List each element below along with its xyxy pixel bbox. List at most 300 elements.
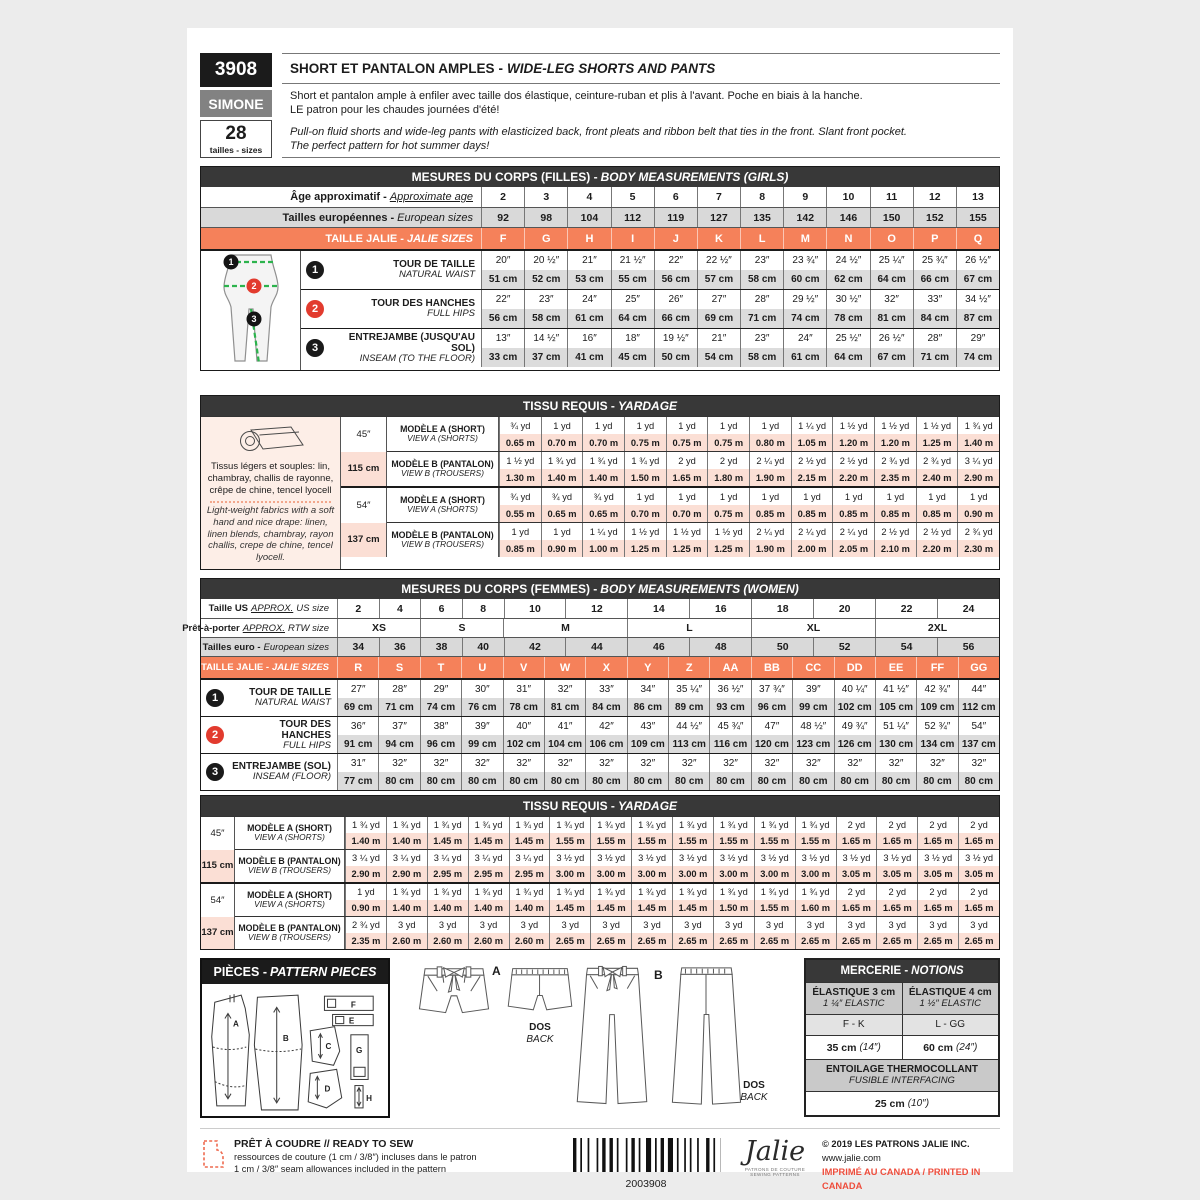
hips-inches-cell: 47″: [751, 717, 792, 735]
hips-cm-cell: 84 cm: [913, 309, 956, 328]
view-a-en: VIEW A (SHORTS): [254, 899, 325, 910]
yardage-m-cell: 2.95 m: [468, 866, 509, 882]
yardage-m-cell: 2.60 m: [386, 933, 427, 949]
inseam-inches-cell: 16″: [567, 329, 610, 348]
yardage-yd-cell: 1 ¾ yd: [631, 884, 672, 900]
waist-inches-cell: 21″: [567, 251, 610, 270]
women-54-view-a-row: [235, 884, 999, 916]
yardage-m-cell: 1.25 m: [666, 540, 708, 557]
inseam-cm-cell: 80 cm: [792, 772, 833, 790]
yardage-m-cell: 2.65 m: [876, 933, 917, 949]
yardage-m-cell: 1.40 m: [582, 469, 624, 486]
hips-cm-cell: 116 cm: [709, 735, 750, 753]
inseam-cm-cell: 61 cm: [783, 348, 826, 367]
waist-inches-cell: 20″: [481, 251, 524, 270]
women-us-label: [201, 599, 337, 618]
waist-inches-cell: 25 ¾″: [913, 251, 956, 270]
inseam-inches-cell: 32″: [668, 754, 709, 772]
shorts-back-drawing: [502, 962, 578, 1020]
waist-inches-cell: 33″: [585, 680, 626, 698]
us-size-cell: 8: [462, 599, 504, 618]
yardage-yd-cell: 2 yd: [836, 817, 877, 833]
euro-size-cell: 56: [937, 638, 999, 656]
yardage-m-cell: 1.45 m: [549, 900, 590, 916]
yardage-yd-cell: 2 ½ yd: [832, 452, 874, 469]
inseam-cm-cell: 41 cm: [567, 348, 610, 367]
hips-inches-cell: 26″: [654, 290, 697, 309]
women-us-label-fr: Taille US: [208, 603, 249, 615]
yardage-yd-cell: 3 yd: [590, 917, 631, 933]
hips-inches-cell: 29 ½″: [783, 290, 826, 309]
yardage-yd-cell: 2 yd: [836, 884, 877, 900]
yardage-yd-cell: 1 ¾ yd: [754, 884, 795, 900]
us-size-cell: 16: [689, 599, 751, 618]
yardage-m-cell: 3.00 m: [713, 866, 754, 882]
euro-size-cell: 98: [524, 208, 567, 227]
girls-hips-label-fr: TOUR DES HANCHES: [371, 298, 475, 310]
girls-age-label-fr: Âge approximatif -: [290, 191, 387, 204]
inseam-inches-cell: 24″: [783, 329, 826, 348]
piece-letter-d: D: [324, 1084, 331, 1094]
girls-jalie-label: [201, 228, 481, 249]
measure-1-badge: 1: [306, 261, 324, 279]
yardage-m-cell: 0.75 m: [707, 505, 749, 522]
women-us-row: [201, 599, 999, 618]
euro-size-cell: 36: [379, 638, 421, 656]
pattern-description: [282, 84, 1000, 157]
us-size-cell: 14: [627, 599, 689, 618]
yardage-yd-cell: 3 yd: [386, 917, 427, 933]
yardage-yd-cell: 3 ½ yd: [917, 850, 958, 866]
waist-inches-cell: 41 ½″: [875, 680, 916, 698]
girls-waist-label-en: NATURAL WAIST: [398, 269, 475, 281]
hips-inches-cell: 49 ¾″: [834, 717, 875, 735]
view-b-drawing-label: B: [654, 968, 663, 983]
girls-inseam-label: [301, 329, 481, 367]
women-waist-label: [201, 680, 337, 716]
width-54-in: 54″: [210, 894, 225, 906]
hips-inches-cell: 36″: [337, 717, 378, 735]
shorts-back-caption: [512, 1022, 568, 1046]
website-url: www.jalie.com: [822, 1153, 881, 1164]
jalie-size-cell: W: [544, 657, 585, 678]
women-hips-row: [201, 716, 999, 753]
notions-box: [804, 958, 1000, 1117]
girls-age-label: [201, 187, 481, 207]
seam-allowance-en: 1 cm / 3/8″ seam allowances included in the pattern: [234, 1164, 447, 1175]
hips-inches-cell: 27″: [697, 290, 740, 309]
yardage-yd-cell: 2 yd: [958, 817, 999, 833]
yardage-yd-cell: 1 ¾ yd: [795, 817, 836, 833]
yardage-yd-cell: ¾ yd: [541, 488, 583, 505]
women-rtw-label-fr: Prêt-à-porter: [182, 622, 240, 634]
yardage-yd-cell: 1 yd: [749, 417, 791, 434]
footer: [200, 1128, 1000, 1194]
yardage-m-cell: 1.20 m: [832, 434, 874, 451]
yardage-m-cell: 0.55 m: [499, 505, 541, 522]
width-54-column: [201, 884, 235, 949]
us-size-cell: 6: [420, 599, 462, 618]
yardage-m-cell: 0.85 m: [499, 540, 541, 557]
svg-text:2: 2: [251, 281, 257, 292]
hips-inches-cell: 38″: [420, 717, 461, 735]
hips-inches-cell: 24″: [567, 290, 610, 309]
waist-inches-cell: 39″: [792, 680, 833, 698]
hips-cm-cell: 126 cm: [834, 735, 875, 753]
inseam-cm-cell: 77 cm: [337, 772, 378, 790]
yardage-m-cell: 2.35 m: [345, 933, 386, 949]
yardage-m-cell: 1.55 m: [631, 833, 672, 849]
age-cell: 13: [956, 187, 999, 207]
yardage-yd-cell: 1 yd: [624, 488, 666, 505]
yardage-yd-cell: 1 ½ yd: [624, 523, 666, 540]
inseam-inches-cell: 32″: [709, 754, 750, 772]
waist-inches-cell: 32″: [544, 680, 585, 698]
waist-inches-cell: 42 ¾″: [916, 680, 957, 698]
elastic-4cm-range: L - GG: [902, 1015, 999, 1035]
inseam-cm-cell: 80 cm: [585, 772, 626, 790]
yardage-yd-cell: 1 ½ yd: [916, 417, 958, 434]
yardage-m-cell: 1.40 m: [386, 900, 427, 916]
inseam-cm-cell: 80 cm: [834, 772, 875, 790]
yardage-yd-cell: 1 yd: [791, 488, 833, 505]
inseam-inches-cell: 32″: [544, 754, 585, 772]
yardage-m-cell: 1.25 m: [624, 540, 666, 557]
view-b-en: VIEW B (TROUSERS): [401, 539, 484, 550]
jalie-size-cell: O: [870, 228, 913, 249]
inseam-inches-cell: 32″: [875, 754, 916, 772]
interfacing-length-in: (10″): [907, 1097, 930, 1109]
width-54-cm: 137 cm: [201, 917, 234, 950]
women-table-title: [201, 579, 999, 599]
yardage-m-cell: 0.65 m: [541, 505, 583, 522]
pants-front-drawing: [568, 960, 656, 1110]
inseam-inches-cell: 32″: [585, 754, 626, 772]
hips-cm-cell: 69 cm: [697, 309, 740, 328]
women-euro-label: [201, 638, 337, 656]
header: [200, 53, 1000, 158]
women-jalie-sizes-row: [201, 656, 999, 678]
yardage-yd-cell: 3 yd: [427, 917, 468, 933]
hips-inches-cell: 39″: [461, 717, 502, 735]
women-title-fr: MESURES DU CORPS (FEMMES) -: [401, 582, 598, 597]
yardage-yd-cell: 3 ½ yd: [631, 850, 672, 866]
rtw-size-cell: XL: [751, 619, 875, 637]
hips-cm-cell: 91 cm: [337, 735, 378, 753]
yardage-yd-cell: 1 ¼ yd: [582, 523, 624, 540]
yardage-m-cell: 2.65 m: [795, 933, 836, 949]
yardage-yd-cell: ¾ yd: [582, 488, 624, 505]
jalie-size-cell: S: [378, 657, 419, 678]
view-b-fr: MODÈLE B (PANTALON): [238, 855, 341, 866]
waist-inches-cell: 23 ¾″: [783, 251, 826, 270]
yardage-m-cell: 1.45 m: [509, 833, 550, 849]
sizes-count-box: [200, 120, 272, 158]
pattern-pieces-diagram: [202, 984, 388, 1114]
yardage-m-cell: 2.60 m: [509, 933, 550, 949]
bottom-section: [200, 958, 1000, 1118]
yardage-m-cell: 3.00 m: [631, 866, 672, 882]
rtw-size-cell: S: [420, 619, 503, 637]
yardage-m-cell: 2.90 m: [386, 866, 427, 882]
jalie-size-cell: R: [337, 657, 378, 678]
view-b-fr: MODÈLE B (PANTALON): [391, 529, 494, 540]
inseam-inches-cell: 32″: [627, 754, 668, 772]
us-size-cell: 2: [337, 599, 379, 618]
yardage-m-cell: 1.25 m: [707, 540, 749, 557]
women-jalie-label-fr: TAILLE JALIE -: [201, 662, 269, 674]
elastic-3cm-length-cm: 35 cm: [826, 1041, 857, 1054]
view-a-en: VIEW A (SHORTS): [254, 832, 325, 843]
waist-cm-cell: 56 cm: [654, 270, 697, 289]
hips-inches-cell: 43″: [627, 717, 668, 735]
yardage-yd-cell: 2 ¾ yd: [345, 917, 386, 933]
rtw-size-cell: M: [503, 619, 627, 637]
women-inseam-row: [201, 753, 999, 790]
yardage-yd-cell: 1 ¾ yd: [509, 817, 550, 833]
waist-cm-cell: 62 cm: [826, 270, 869, 289]
jalie-size-cell: V: [503, 657, 544, 678]
jalie-size-cell: N: [826, 228, 869, 249]
yardage-m-cell: 1.40 m: [345, 833, 386, 849]
yardage-m-cell: 1.40 m: [386, 833, 427, 849]
fabric-suggestions: [201, 417, 341, 569]
yardage-yd-cell: 1 ¾ yd: [582, 452, 624, 469]
waist-cm-cell: 53 cm: [567, 270, 610, 289]
sizes-count: 28: [225, 122, 247, 144]
elastic-3cm-length: [806, 1036, 902, 1059]
women-measurement-rows: [201, 678, 999, 790]
rtw-size-cell: 2XL: [875, 619, 999, 637]
yardage-yd-cell: 3 yd: [631, 917, 672, 933]
elastic-4cm-length: [902, 1036, 999, 1059]
euro-size-cell: 142: [783, 208, 826, 227]
measure-2-badge: 2: [206, 726, 224, 744]
yardage-yd-cell: 1 ¾ yd: [672, 817, 713, 833]
hips-inches-cell: 44 ½″: [668, 717, 709, 735]
hips-cm-cell: 123 cm: [792, 735, 833, 753]
jalie-size-cell: K: [697, 228, 740, 249]
us-size-cell: 24: [937, 599, 999, 618]
euro-size-cell: 112: [611, 208, 654, 227]
girls-inseam-label-fr: ENTREJAMBE (JUSQU'AU SOL): [348, 331, 475, 354]
yardage-m-cell: 1.45 m: [427, 833, 468, 849]
waist-cm-cell: 84 cm: [585, 698, 626, 716]
hips-cm-cell: 96 cm: [420, 735, 461, 753]
back-caption-en: BACK: [526, 1034, 554, 1046]
inseam-cm-cell: 80 cm: [875, 772, 916, 790]
yardage-m-cell: 2.60 m: [468, 933, 509, 949]
width-54-column: [341, 488, 387, 557]
waist-inches-cell: 34″: [627, 680, 668, 698]
yardage-m-cell: 1.50 m: [713, 900, 754, 916]
piece-letter-e: E: [348, 1016, 355, 1026]
inseam-inches-cell: 26 ½″: [870, 329, 913, 348]
yardage-m-cell: 2.65 m: [713, 933, 754, 949]
elastic-4cm-fr: ÉLASTIQUE 4 cm: [908, 987, 992, 999]
girls-jalie-sizes-row: [201, 227, 999, 249]
view-b-fr: MODÈLE B (PANTALON): [391, 458, 494, 469]
yardage-m-cell: 1.55 m: [795, 833, 836, 849]
inseam-inches-cell: 32″: [420, 754, 461, 772]
yardage-yd-cell: 2 ¾ yd: [916, 452, 958, 469]
elastic-3cm-range: F - K: [806, 1015, 902, 1035]
women-inseam-label-en: INSEAM (FLOOR): [252, 771, 331, 783]
inseam-inches-cell: 32″: [834, 754, 875, 772]
elastic-size-ranges: [806, 1014, 998, 1035]
yardage-m-cell: 0.85 m: [916, 505, 958, 522]
yardage-yd-cell: 1 yd: [666, 417, 708, 434]
waist-cm-cell: 58 cm: [740, 270, 783, 289]
yardage-m-cell: 0.75 m: [707, 434, 749, 451]
hips-cm-cell: 102 cm: [503, 735, 544, 753]
inseam-cm-cell: 80 cm: [668, 772, 709, 790]
yardage-yd-cell: 1 ¾ yd: [541, 452, 583, 469]
inseam-inches-cell: 21″: [697, 329, 740, 348]
girls-hips-label: [301, 290, 481, 328]
hips-inches-cell: 54″: [958, 717, 999, 735]
jalie-logo-subtitle: [738, 1167, 812, 1177]
hips-inches-cell: 41″: [544, 717, 585, 735]
yardage-yd-cell: 2 yd: [666, 452, 708, 469]
measure-3-badge: 3: [206, 763, 224, 781]
shorts-front-drawing: [412, 960, 496, 1026]
jalie-size-cell: Q: [956, 228, 999, 249]
copyright-line: © 2019 LES PATRONS JALIE INC.: [822, 1139, 970, 1150]
hips-inches-cell: 22″: [481, 290, 524, 309]
yardage-yd-cell: 3 ½ yd: [876, 850, 917, 866]
jalie-size-cell: X: [585, 657, 626, 678]
view-a-fr: MODÈLE A (SHORT): [400, 423, 485, 434]
yardage-yd-cell: 3 yd: [468, 917, 509, 933]
yardage-yd-cell: 1 ¾ yd: [386, 817, 427, 833]
girls-45-view-b-row: [387, 451, 999, 486]
yardage-yd-cell: 3 ¼ yd: [427, 850, 468, 866]
yardage-yd-cell: 3 yd: [958, 917, 999, 933]
pattern-title-sep: -: [498, 61, 503, 76]
elastic-3cm-header: [806, 983, 902, 1014]
jalie-size-cell: T: [420, 657, 461, 678]
women-jalie-label: [201, 657, 337, 678]
yardage-m-cell: 2.60 m: [427, 933, 468, 949]
body-measurement-diagram: [201, 251, 301, 370]
hips-cm-cell: 87 cm: [956, 309, 999, 328]
hips-inches-cell: 51 ¼″: [875, 717, 916, 735]
inseam-cm-cell: 80 cm: [709, 772, 750, 790]
yardage-yd-cell: 1 yd: [624, 417, 666, 434]
yardage-yd-cell: 1 ¾ yd: [754, 817, 795, 833]
header-left-column: [200, 53, 272, 158]
jalie-size-cell: BB: [751, 657, 792, 678]
waist-inches-cell: 22 ½″: [697, 251, 740, 270]
women-us-approx: APPROX.: [251, 603, 294, 615]
yardage-m-cell: 1.55 m: [590, 833, 631, 849]
elastic-3cm-en: 1 ¼″ ELASTIC: [823, 997, 885, 1009]
view-a-label: [235, 884, 345, 916]
hips-cm-cell: 61 cm: [567, 309, 610, 328]
waist-inches-cell: 24 ½″: [826, 251, 869, 270]
yardage-yd-cell: 1 ¾ yd: [427, 884, 468, 900]
women-rtw-approx: APPROX.: [242, 622, 285, 634]
yardage-m-cell: 0.85 m: [791, 505, 833, 522]
width-45-in: 45″: [356, 428, 371, 440]
euro-size-cell: 52: [813, 638, 875, 656]
yardage-yd-cell: 1 ¾ yd: [549, 884, 590, 900]
waist-cm-cell: 109 cm: [916, 698, 957, 716]
body-diagram-figure: [201, 251, 301, 365]
yardage-yd-cell: 2 ¼ yd: [749, 452, 791, 469]
yardage-m-cell: 1.65 m: [917, 900, 958, 916]
yardage-yd-cell: 2 yd: [917, 817, 958, 833]
yardage-m-cell: 1.65 m: [876, 833, 917, 849]
width-45-cm: 115 cm: [201, 850, 234, 883]
women-54-view-b-row: [235, 916, 999, 949]
waist-inches-cell: 29″: [420, 680, 461, 698]
us-size-cell: 20: [813, 599, 875, 618]
yardage-m-cell: 3.00 m: [754, 866, 795, 882]
piece-letter-g: G: [355, 1046, 363, 1056]
waist-inches-cell: 21 ½″: [611, 251, 654, 270]
yardage-m-cell: 0.70 m: [624, 505, 666, 522]
us-size-cell: 10: [504, 599, 566, 618]
publisher-block: [738, 1138, 1000, 1194]
jalie-size-cell: Z: [668, 657, 709, 678]
yardage-m-cell: 3.05 m: [958, 866, 999, 882]
us-size-cell: 4: [379, 599, 421, 618]
measure-1-badge: 1: [206, 689, 224, 707]
waist-inches-cell: 23″: [740, 251, 783, 270]
yardage-m-cell: 1.55 m: [754, 833, 795, 849]
yardage-m-cell: 2.00 m: [791, 540, 833, 557]
inseam-cm-cell: 58 cm: [740, 348, 783, 367]
jalie-size-cell: G: [524, 228, 567, 249]
girls-yardage-table: [200, 395, 1000, 570]
euro-size-cell: 50: [751, 638, 813, 656]
yardage-yd-cell: 3 ½ yd: [795, 850, 836, 866]
women-hips-label-fr: TOUR DES HANCHES: [279, 718, 331, 741]
hips-inches-cell: 25″: [611, 290, 654, 309]
yardage-yd-cell: 1 yd: [499, 523, 541, 540]
hips-cm-cell: 94 cm: [378, 735, 419, 753]
waist-inches-cell: 36 ½″: [709, 680, 750, 698]
girls-title-fr: MESURES DU CORPS (FILLES) -: [411, 170, 598, 185]
inseam-cm-cell: 80 cm: [461, 772, 502, 790]
yardage-yd-cell: 1 ¾ yd: [549, 817, 590, 833]
yardage-m-cell: 2.20 m: [832, 469, 874, 486]
girls-54-view-b-row: [387, 522, 999, 557]
waist-cm-cell: 112 cm: [958, 698, 999, 716]
yardage-m-cell: 0.70 m: [582, 434, 624, 451]
waist-cm-cell: 55 cm: [611, 270, 654, 289]
yardage-m-cell: 1.65 m: [836, 900, 877, 916]
hips-cm-cell: 74 cm: [783, 309, 826, 328]
age-cell: 7: [697, 187, 740, 207]
yardage-yd-cell: 1 ¾ yd: [631, 817, 672, 833]
yardage-yd-cell: 1 ¾ yd: [345, 817, 386, 833]
jalie-size-cell: L: [740, 228, 783, 249]
women-hips-label-en: FULL HIPS: [283, 740, 331, 752]
yardage-m-cell: 1.55 m: [672, 833, 713, 849]
yardage-yd-cell: 1 ¾ yd: [713, 884, 754, 900]
yardage-m-cell: 1.40 m: [509, 900, 550, 916]
piece-letter-f: F: [350, 1000, 356, 1010]
elastic-4cm-header: [902, 983, 999, 1014]
euro-size-cell: 44: [565, 638, 627, 656]
yardage-m-cell: 0.90 m: [541, 540, 583, 557]
interfacing-length-row: [806, 1091, 998, 1115]
measure-3-badge: 3: [306, 339, 324, 357]
yardage-yd-cell: 2 yd: [876, 817, 917, 833]
